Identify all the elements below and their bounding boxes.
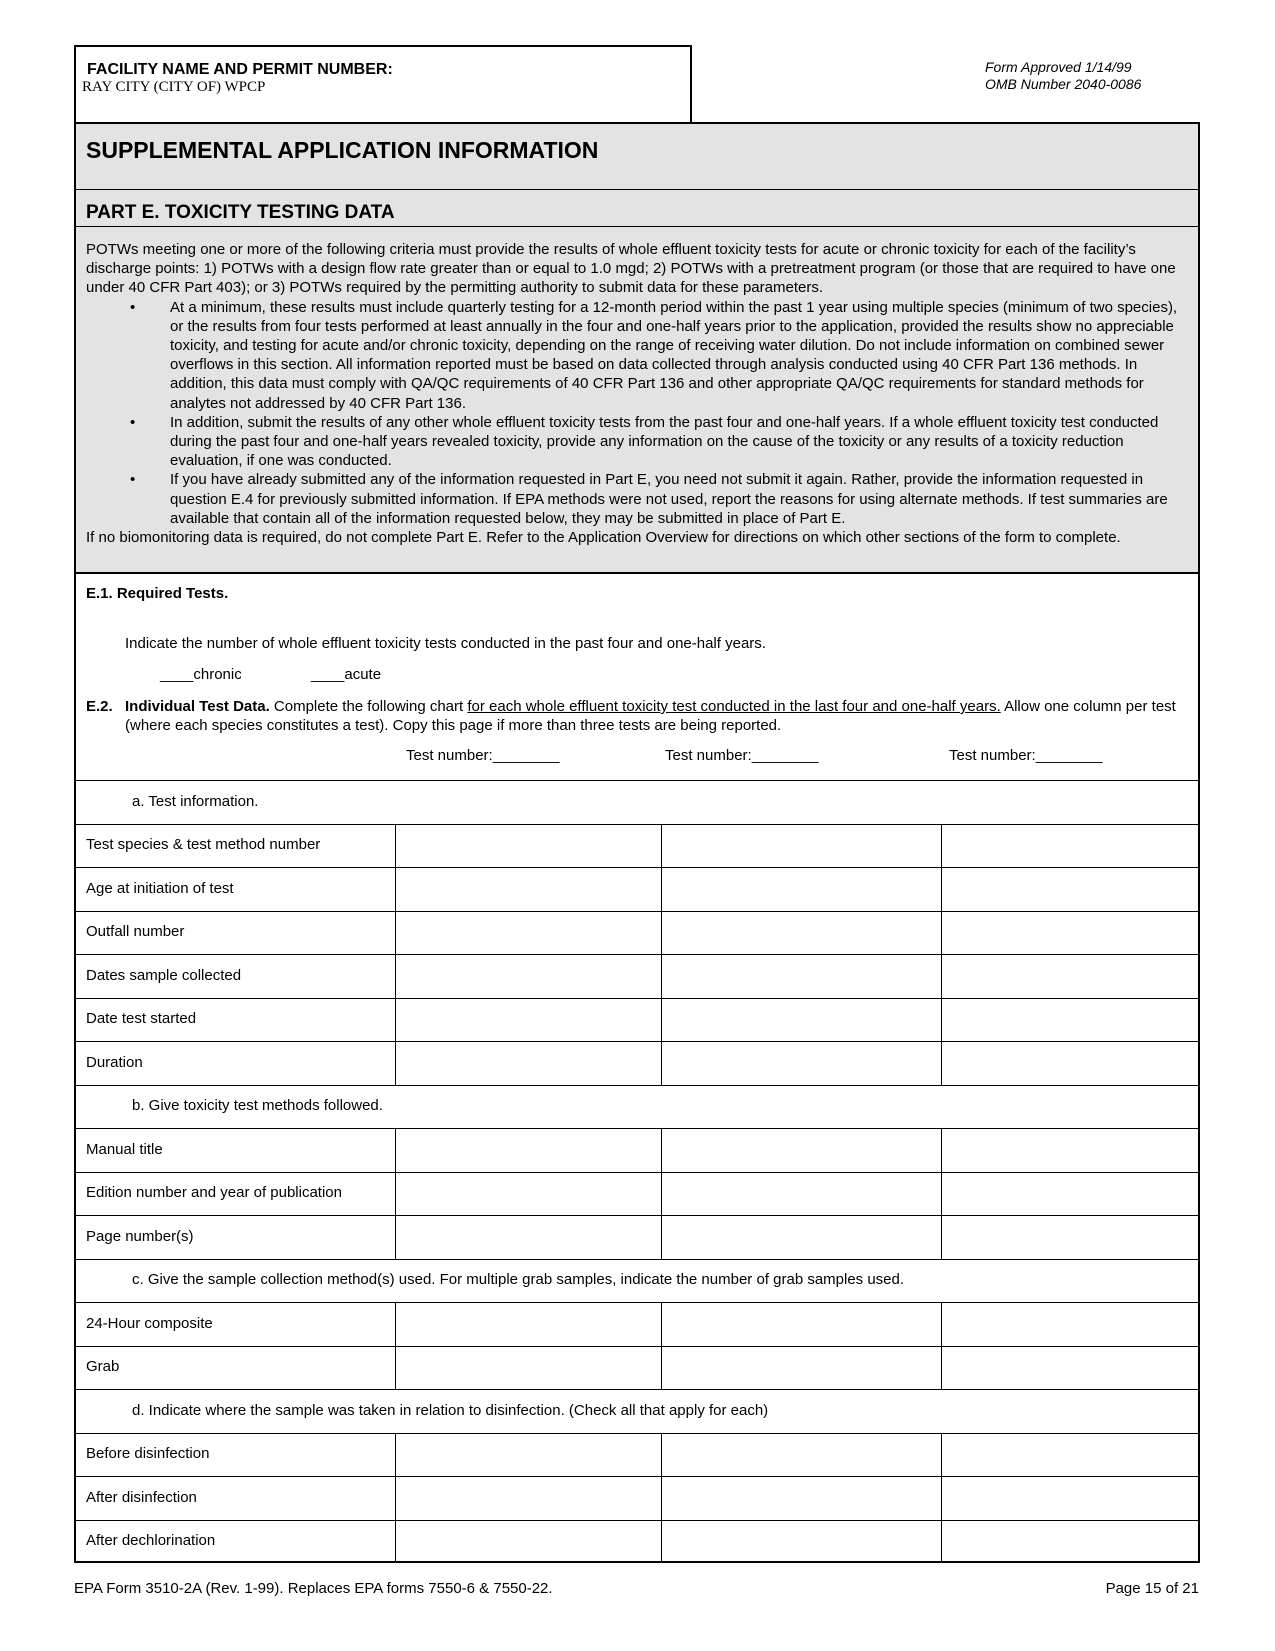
table-column-divider	[395, 1215, 396, 1259]
test-3-entry-cell[interactable]	[943, 1000, 1198, 1040]
table-row-divider	[76, 1128, 1198, 1129]
table-column-divider	[941, 1215, 942, 1259]
test-2-entry-cell[interactable]	[663, 1522, 939, 1562]
table-row-divider	[76, 1433, 1198, 1434]
table-column-divider	[941, 1041, 942, 1085]
table-column-divider	[661, 824, 662, 868]
table-column-divider	[395, 867, 396, 911]
table-column-divider	[395, 1346, 396, 1390]
row-a-5: Duration	[86, 1053, 143, 1071]
intro-bullet: • If you have already submitted any of the information requested in Part E, you need not submit it again. Rather, provide the information requested in question E.4 for previously submitted information. If EPA methods were not used, report the reasons for using alternate methods. If test summaries are available that contain all of the information requested below, they may be submitted in place of Part E.	[130, 471, 1168, 527]
test-1-entry-cell[interactable]	[397, 1435, 659, 1475]
table-row-divider	[76, 780, 1198, 781]
test-1-entry-cell[interactable]	[397, 1000, 659, 1040]
test-1-entry-cell[interactable]	[397, 1348, 659, 1388]
test-2-entry-cell[interactable]	[663, 1043, 939, 1083]
table-column-divider	[941, 867, 942, 911]
table-column-divider	[941, 1520, 942, 1564]
table-column-divider	[941, 954, 942, 998]
test-2-entry-cell[interactable]	[663, 869, 939, 909]
table-row-divider	[76, 911, 1198, 912]
table-column-divider	[661, 1215, 662, 1259]
e2-section	[86, 697, 1188, 735]
test-1-entry-cell[interactable]	[397, 956, 659, 996]
table-row-divider	[76, 1302, 1198, 1303]
intro-bullet: • At a minimum, these results must include quarterly testing for a 12-month period within the past 1 year using multiple species (minimum of two species), or the results from four tests performed at least annually in the four and one-half years prior to the application, provided the results show no appreciable toxicity, and testing for acute and/or chronic toxicity, depending on the range of receiving water dilution. Do not include information on combined sewer overflows in this section. All information reported must be based on data collected through analysis conducted using 40 CFR Part 136 methods. In addition, this data must comply with QA/QC requirements of 40 CFR Part 136 and other appropriate QA/QC requirements for standard methods for analytes not addressed by 40 CFR Part 136.	[130, 298, 1178, 412]
test-3-entry-cell[interactable]	[943, 1522, 1198, 1562]
section-c-label: c. Give the sample collection method(s) used. For multiple grab samples, indicate the number of grab samples used.	[132, 1271, 905, 1289]
table-column-divider	[661, 1128, 662, 1172]
header-spacer	[76, 168, 1198, 190]
intro-text	[86, 240, 1188, 547]
e1-title: E.1. Required Tests.	[86, 585, 229, 602]
table-column-divider	[395, 1476, 396, 1520]
section-a-label: a. Test information.	[132, 792, 259, 810]
test-2-entry-cell[interactable]	[663, 1174, 939, 1214]
intro-paragraph: POTWs meeting one or more of the following criteria must provide the results of whole effluent toxicity tests for acute or chronic toxicity for each of the facility’s discharge points: 1) POTWs with a design flow rate greater than or equal to 1.0 mgd; 2) POTWs with a pretreatment program (or those that are required to have one under 40 CFR Part 403); or 3) POTWs required by the permitting authority to submit data for these parameters.	[86, 241, 1176, 297]
table-column-divider	[661, 1476, 662, 1520]
test-3-entry-cell[interactable]	[943, 956, 1198, 996]
test-3-entry-cell[interactable]	[943, 1130, 1198, 1170]
row-d-1: After disinfection	[86, 1488, 197, 1506]
part-title: PART E. TOXICITY TESTING DATA	[86, 202, 395, 223]
intro-bullet: • In addition, submit the results of any other whole effluent toxicity tests from the past four and one-half years. If a whole effluent toxicity test conducted during the past four and one-half years revealed toxicity, provide any information on the cause of the toxicity or any results of a toxicity reduction evaluation, if one was conducted.	[130, 413, 1159, 470]
table-column-divider	[661, 1346, 662, 1390]
row-d-2: After dechlorination	[86, 1532, 216, 1550]
test-2-entry-cell[interactable]	[663, 956, 939, 996]
table-column-divider	[395, 911, 396, 955]
test-2-entry-cell[interactable]	[663, 1000, 939, 1040]
row-a-1: Age at initiation of test	[86, 879, 234, 897]
bullet-icon: •	[130, 471, 136, 489]
table-column-divider	[395, 1172, 396, 1216]
row-b-1: Edition number and year of publication	[86, 1184, 342, 1202]
section-d-label: d. Indicate where the sample was taken in relation to disinfection. (Check all that apply for each)	[132, 1401, 769, 1419]
bullet-icon: •	[130, 298, 136, 316]
page-number: Page 15 of 21	[1105, 1580, 1199, 1597]
table-row-divider	[76, 824, 1198, 825]
supplemental-header	[76, 124, 1198, 169]
test-1-entry-cell[interactable]	[397, 1304, 659, 1344]
intro-bullets	[86, 298, 1188, 528]
table-column-divider	[941, 1346, 942, 1390]
table-row-divider	[76, 1085, 1198, 1086]
table-column-divider	[941, 911, 942, 955]
row-c-0: 24-Hour composite	[86, 1314, 213, 1332]
e2-underlined: for each whole effluent toxicity test conducted in the last four and one-half years.	[467, 698, 1001, 715]
table-column-divider	[395, 954, 396, 998]
table-column-divider	[395, 824, 396, 868]
test-1-entry-cell[interactable]	[397, 1522, 659, 1562]
table-column-divider	[661, 954, 662, 998]
row-a-0: Test species & test method number	[86, 836, 321, 854]
chronic-count-field[interactable]: ____chronic	[160, 666, 242, 683]
table-column-divider	[395, 1520, 396, 1564]
table-column-divider	[941, 998, 942, 1042]
table-column-divider	[395, 1302, 396, 1346]
table-row-divider	[76, 1476, 1198, 1477]
e1-instruction: Indicate the number of whole effluent toxicity tests conducted in the past four and one-half years.	[125, 635, 766, 652]
test-1-entry-cell[interactable]	[397, 1174, 659, 1214]
table-column-divider	[941, 824, 942, 868]
facility-value[interactable]: RAY CITY (CITY OF) WPCP	[82, 79, 266, 95]
table-column-divider	[941, 1433, 942, 1477]
test-1-entry-cell[interactable]	[397, 826, 659, 866]
row-c-1: Grab	[86, 1358, 120, 1376]
test-2-entry-cell[interactable]	[663, 1304, 939, 1344]
facility-box	[74, 45, 692, 122]
row-d-0: Before disinfection	[86, 1445, 210, 1463]
table-row-divider	[76, 1259, 1198, 1260]
table-column-divider	[661, 1433, 662, 1477]
form-approval-info	[985, 59, 1141, 93]
test-2-entry-cell[interactable]	[663, 913, 939, 953]
form-main	[74, 122, 1200, 1563]
table-column-divider	[941, 1172, 942, 1216]
test-1-entry-cell[interactable]	[397, 869, 659, 909]
table-column-divider	[661, 1172, 662, 1216]
supplemental-title: SUPPLEMENTAL APPLICATION INFORMATION	[86, 137, 599, 163]
bullet-icon: •	[130, 413, 136, 431]
intro-section	[76, 227, 1198, 574]
e2-title: Individual Test Data.	[125, 698, 270, 715]
footer-form-id: EPA Form 3510-2A (Rev. 1-99). Replaces EPA forms 7550-6 & 7550-22.	[74, 1580, 553, 1597]
row-b-0: Manual title	[86, 1140, 163, 1158]
omb-number: OMB Number 2040-0086	[985, 76, 1142, 92]
table-row-divider	[76, 867, 1198, 868]
table-row-divider	[76, 1215, 1198, 1216]
test-3-entry-cell[interactable]	[943, 1174, 1198, 1214]
row-b-2: Page number(s)	[86, 1227, 194, 1245]
row-a-4: Date test started	[86, 1010, 197, 1028]
table-column-divider	[941, 1302, 942, 1346]
table-column-divider	[661, 1520, 662, 1564]
table-row-divider	[76, 1389, 1198, 1390]
test-2-entry-cell[interactable]	[663, 1348, 939, 1388]
test-3-entry-cell[interactable]	[943, 913, 1198, 953]
facility-label: FACILITY NAME AND PERMIT NUMBER:	[87, 61, 393, 78]
table-column-divider	[395, 1128, 396, 1172]
table-column-divider	[395, 1433, 396, 1477]
table-row-divider	[76, 954, 1198, 955]
table-column-divider	[661, 1041, 662, 1085]
part-header	[76, 190, 1198, 227]
test-3-entry-cell[interactable]	[943, 1348, 1198, 1388]
intro-closing: If no biomonitoring data is required, do not complete Part E. Refer to the Application Overview for directions on which other sections of the form to complete.	[86, 529, 1121, 547]
test-2-entry-cell[interactable]	[663, 1435, 939, 1475]
e2-number: E.2.	[86, 698, 113, 715]
table-column-divider	[661, 867, 662, 911]
table-column-divider	[395, 1041, 396, 1085]
table-row-divider	[76, 1346, 1198, 1347]
test-3-entry-cell[interactable]	[943, 826, 1198, 866]
table-column-divider	[941, 1476, 942, 1520]
test-2-entry-cell[interactable]	[663, 826, 939, 866]
test-1-entry-cell[interactable]	[397, 913, 659, 953]
test-1-entry-cell[interactable]	[397, 1478, 659, 1518]
table-row-divider	[76, 1041, 1198, 1042]
test-number-3[interactable]: Test number:________	[949, 747, 1103, 764]
table-row-divider	[76, 1520, 1198, 1521]
table-column-divider	[395, 998, 396, 1042]
table-row-divider	[76, 998, 1198, 999]
row-a-3: Dates sample collected	[86, 966, 242, 984]
test-1-entry-cell[interactable]	[397, 1130, 659, 1170]
row-a-2: Outfall number	[86, 923, 185, 941]
test-2-entry-cell[interactable]	[663, 1217, 939, 1257]
table-column-divider	[661, 911, 662, 955]
test-3-entry-cell[interactable]	[943, 1043, 1198, 1083]
acute-count-field[interactable]: ____acute	[311, 666, 382, 683]
table-row-divider	[76, 1172, 1198, 1173]
test-1-entry-cell[interactable]	[397, 1043, 659, 1083]
section-b-label: b. Give toxicity test methods followed.	[132, 1097, 383, 1115]
test-2-entry-cell[interactable]	[663, 1130, 939, 1170]
test-3-entry-cell[interactable]	[943, 1435, 1198, 1475]
test-3-entry-cell[interactable]	[943, 1217, 1198, 1257]
table-column-divider	[661, 998, 662, 1042]
test-3-entry-cell[interactable]	[943, 1478, 1198, 1518]
e2-instruction: Individual Test Data. Complete the following chart for each whole effluent toxicity test conducted in the last four and one-half years. Allow one column per test (where each species constitutes a test). Copy this page if more than three tests are being reported.	[125, 698, 1176, 734]
test-number-2[interactable]: Test number:________	[665, 747, 819, 764]
form-approved-date: Form Approved 1/14/99	[985, 59, 1132, 75]
test-2-entry-cell[interactable]	[663, 1478, 939, 1518]
test-3-entry-cell[interactable]	[943, 1304, 1198, 1344]
table-column-divider	[941, 1128, 942, 1172]
test-3-entry-cell[interactable]	[943, 869, 1198, 909]
test-number-1[interactable]: Test number:________	[406, 747, 560, 764]
table-column-divider	[661, 1302, 662, 1346]
test-1-entry-cell[interactable]	[397, 1217, 659, 1257]
